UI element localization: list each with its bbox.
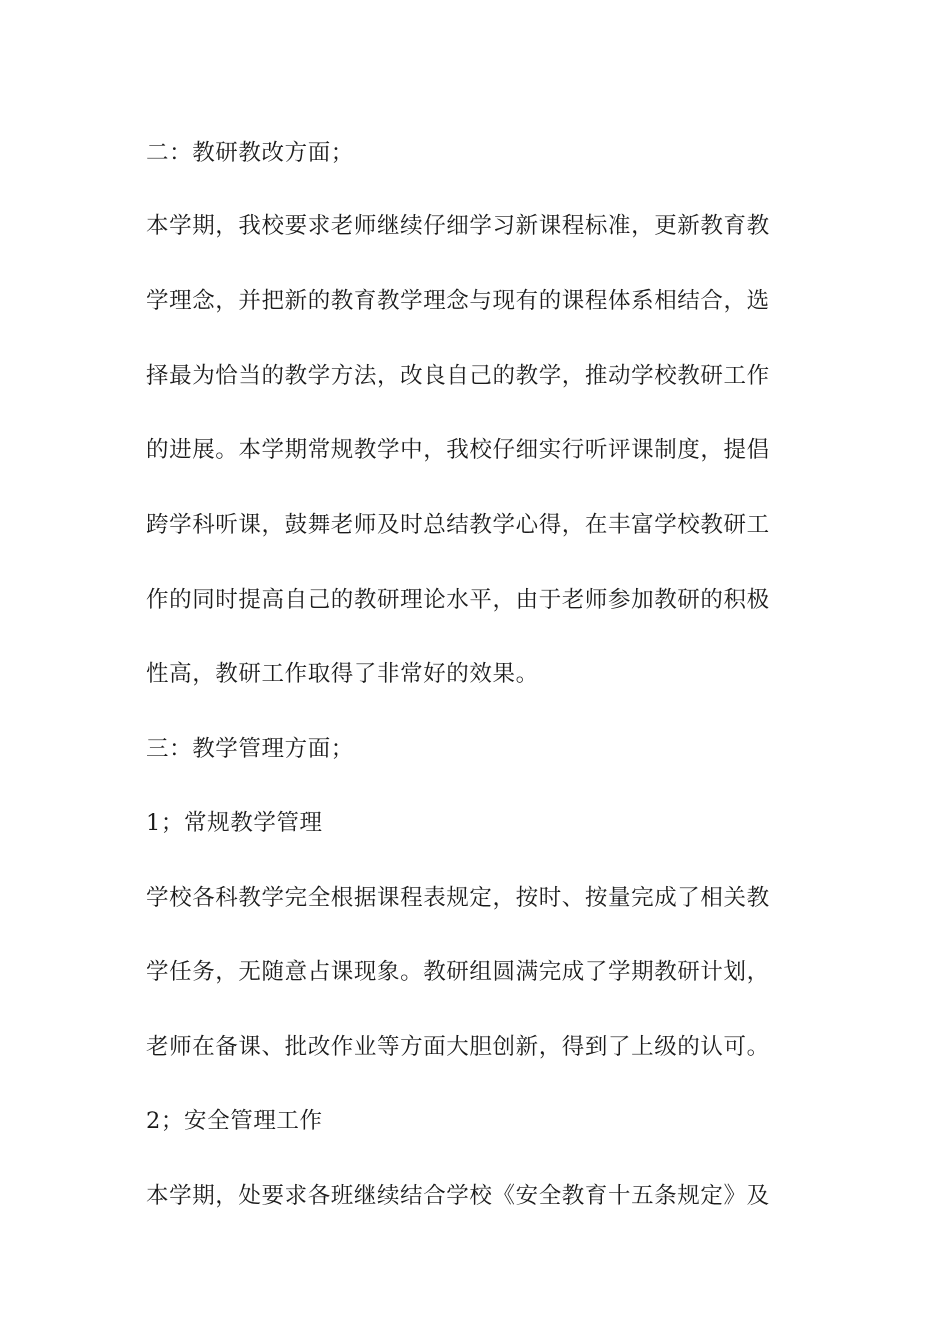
paragraph-line: 学理念，并把新的教育教学理念与现有的课程体系相结合，选 <box>146 288 770 314</box>
paragraph-line: 跨学科听课，鼓舞老师及时总结教学心得，在丰富学校教研工 <box>146 512 770 538</box>
paragraph-line: 学校各科教学完全根据课程表规定，按时、按量完成了相关教 <box>146 885 770 911</box>
paragraph-line: 择最为恰当的教学方法，改良自己的教学，推动学校教研工作 <box>146 363 770 389</box>
paragraph-line: 性高，教研工作取得了非常好的效果。 <box>146 661 539 687</box>
heading-teaching-research: 二：教研教改方面； <box>146 140 354 166</box>
paragraph-line: 作的同时提高自己的教研理论水平，由于老师参加教研的积极 <box>146 587 770 613</box>
paragraph-line: 本学期，我校要求老师继续仔细学习新课程标准，更新教育教 <box>146 213 770 239</box>
paragraph-line: 学任务，无随意占课现象。教研组圆满完成了学期教研计划， <box>146 959 770 985</box>
paragraph-line: 的进展。本学期常规教学中，我校仔细实行听评课制度，提倡 <box>146 437 770 463</box>
paragraph-line: 本学期，处要求各班继续结合学校《安全教育十五条规定》及 <box>146 1183 770 1209</box>
subheading-routine-management: 1；常规教学管理 <box>146 810 323 836</box>
subheading-safety-management: 2；安全管理工作 <box>146 1108 323 1134</box>
heading-teaching-management: 三：教学管理方面； <box>146 736 354 762</box>
paragraph-line: 老师在备课、批改作业等方面大胆创新，得到了上级的认可。 <box>146 1034 770 1060</box>
